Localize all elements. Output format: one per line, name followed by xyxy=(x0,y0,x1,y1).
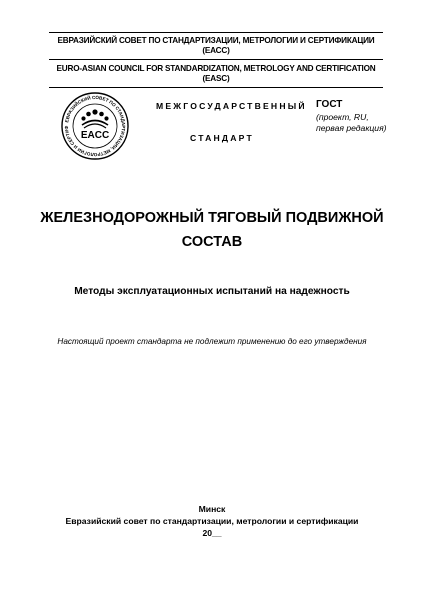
header-bottom-rule xyxy=(49,87,383,88)
document-title-line2: СОСТАВ xyxy=(181,234,243,250)
gost-code: ГОСТ xyxy=(316,99,343,110)
header-top-rule xyxy=(49,32,383,33)
draft-edition-line2: первая редакция) xyxy=(316,123,387,133)
document-subtitle: Методы эксплуатационных испытаний на надежность xyxy=(74,286,350,297)
draft-edition-note xyxy=(316,112,387,134)
logo-text: EACC xyxy=(80,130,110,141)
imprint-city: Минск xyxy=(198,504,226,514)
eacc-logo xyxy=(60,91,130,161)
draft-notice: Настоящий проект стандарта не подлежит применению до его утверждения xyxy=(57,337,367,346)
document-title-line1: ЖЕЛЕЗНОДОРОЖНЫЙ ТЯГОВЫЙ ПОДВИЖНОЙ xyxy=(40,210,384,226)
header-middle-rule xyxy=(49,59,383,60)
standard-type-word1: МЕЖГОСУДАРСТВЕННЫЙ xyxy=(156,101,307,111)
header-council-ru xyxy=(49,36,383,56)
header-council-ru-name: ЕВРАЗИЙСКИЙ СОВЕТ ПО СТАНДАРТИЗАЦИИ, МЕТРОЛОГИИ И СЕРТИФИКАЦИИ xyxy=(57,36,375,45)
logo-ring-text: ЕВРАЗИЙСКИЙ СОВЕТ ПО СТАНДАРТИЗАЦИИ, МЕТРОЛОГИИ И СЕРТИФ xyxy=(63,94,127,158)
imprint-publisher: Евразийский совет по стандартизации, метрологии и сертификации xyxy=(65,516,359,526)
draft-edition-line1: (проект, RU, xyxy=(316,112,369,122)
imprint xyxy=(40,503,384,539)
standard-type-word2: СТАНДАРТ xyxy=(190,133,254,143)
header-council-en-name: EURO-ASIAN COUNCIL FOR STANDARDIZATION, METROLOGY AND CERTIFICATION xyxy=(56,64,376,73)
header-council-ru-abbr: (ЕАСС) xyxy=(202,46,230,55)
document-title xyxy=(40,206,384,254)
header-council-en-abbr: (EASC) xyxy=(202,74,230,83)
header-council-en xyxy=(49,64,383,84)
imprint-year: 20__ xyxy=(202,528,222,538)
